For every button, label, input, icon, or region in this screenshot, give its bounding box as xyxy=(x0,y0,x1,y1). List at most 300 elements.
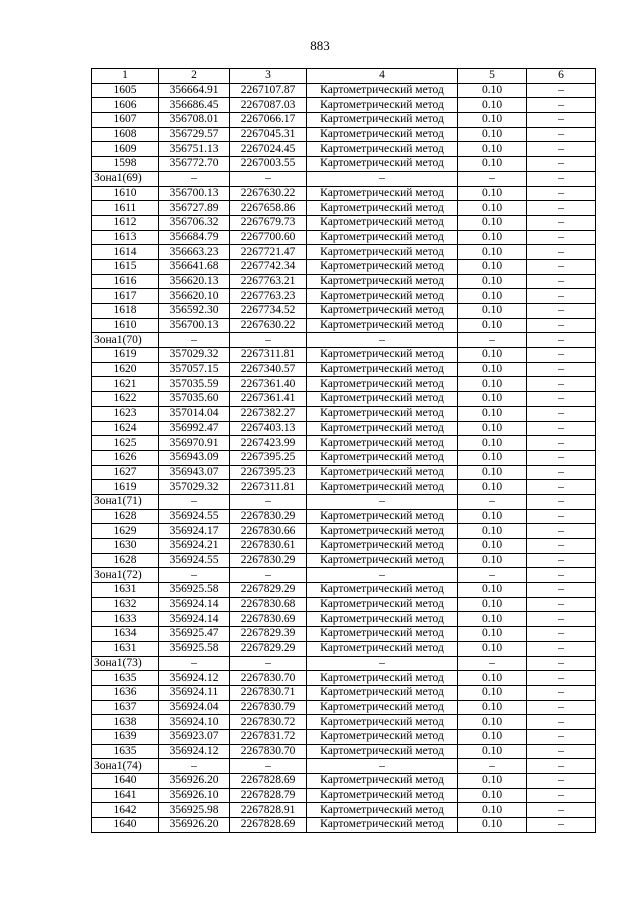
table-row xyxy=(92,509,596,524)
y-coordinate-cell: 2267630.22 xyxy=(230,318,307,333)
note-cell: – xyxy=(527,494,596,509)
x-coordinate-cell: 357057.15 xyxy=(159,362,230,377)
method-cell: Картометрический метод xyxy=(307,362,458,377)
zone-header-row xyxy=(92,656,596,671)
note-cell: – xyxy=(527,715,596,730)
point-number-cell: 1631 xyxy=(92,641,159,656)
y-coordinate-cell: 2267700.60 xyxy=(230,230,307,245)
accuracy-cell: 0.10 xyxy=(458,685,527,700)
point-number-cell: 1623 xyxy=(92,406,159,421)
table-row xyxy=(92,215,596,230)
note-cell: – xyxy=(527,539,596,554)
note-cell: – xyxy=(527,788,596,803)
method-cell: Картометрический метод xyxy=(307,671,458,686)
note-cell: – xyxy=(527,612,596,627)
x-coordinate-cell: 356592.30 xyxy=(159,304,230,319)
x-coordinate-cell: 356924.10 xyxy=(159,715,230,730)
y-coordinate-cell: 2267382.27 xyxy=(230,406,307,421)
x-coordinate-cell: 356943.09 xyxy=(159,450,230,465)
x-coordinate-cell: 357035.59 xyxy=(159,377,230,392)
header-cell: 2 xyxy=(159,69,230,84)
x-coordinate-cell: 356926.20 xyxy=(159,774,230,789)
y-coordinate-cell: 2267830.29 xyxy=(230,509,307,524)
table-row xyxy=(92,803,596,818)
note-cell: – xyxy=(527,83,596,98)
method-cell: Картометрический метод xyxy=(307,201,458,216)
method-cell: – xyxy=(307,656,458,671)
zone-header-row xyxy=(92,494,596,509)
x-coordinate-cell: 356620.13 xyxy=(159,274,230,289)
table-row xyxy=(92,715,596,730)
y-coordinate-cell: 2267003.55 xyxy=(230,157,307,172)
note-cell: – xyxy=(527,377,596,392)
x-coordinate-cell: 356664.91 xyxy=(159,83,230,98)
x-coordinate-cell: – xyxy=(159,568,230,583)
y-coordinate-cell: 2267828.69 xyxy=(230,818,307,833)
method-cell: Картометрический метод xyxy=(307,348,458,363)
point-number-cell: 1615 xyxy=(92,259,159,274)
y-coordinate-cell: 2267763.23 xyxy=(230,289,307,304)
accuracy-cell: 0.10 xyxy=(458,318,527,333)
note-cell: – xyxy=(527,333,596,348)
method-cell: Картометрический метод xyxy=(307,641,458,656)
table-row xyxy=(92,362,596,377)
table-row xyxy=(92,553,596,568)
point-number-cell: 1607 xyxy=(92,113,159,128)
point-number-cell: 1640 xyxy=(92,774,159,789)
note-cell: – xyxy=(527,568,596,583)
accuracy-cell: 0.10 xyxy=(458,480,527,495)
table-row xyxy=(92,406,596,421)
y-coordinate-cell: 2267423.99 xyxy=(230,436,307,451)
x-coordinate-cell: 356641.68 xyxy=(159,259,230,274)
point-number-cell: Зона1(70) xyxy=(92,333,159,348)
x-coordinate-cell: – xyxy=(159,656,230,671)
point-number-cell: 1611 xyxy=(92,201,159,216)
method-cell: Картометрический метод xyxy=(307,274,458,289)
point-number-cell: 1635 xyxy=(92,744,159,759)
point-number-cell: 1627 xyxy=(92,465,159,480)
x-coordinate-cell: 356772.70 xyxy=(159,157,230,172)
table-row xyxy=(92,818,596,833)
note-cell: – xyxy=(527,289,596,304)
table-row xyxy=(92,230,596,245)
method-cell: Картометрический метод xyxy=(307,98,458,113)
point-number-cell: 1620 xyxy=(92,362,159,377)
table-row xyxy=(92,259,596,274)
x-coordinate-cell: 356708.01 xyxy=(159,113,230,128)
method-cell: Картометрический метод xyxy=(307,818,458,833)
point-number-cell: 1609 xyxy=(92,142,159,157)
table-row xyxy=(92,627,596,642)
table-row xyxy=(92,245,596,260)
accuracy-cell: – xyxy=(458,171,527,186)
point-number-cell: 1635 xyxy=(92,671,159,686)
x-coordinate-cell: 357029.32 xyxy=(159,348,230,363)
x-coordinate-cell: 356924.21 xyxy=(159,539,230,554)
accuracy-cell: 0.10 xyxy=(458,612,527,627)
y-coordinate-cell: 2267403.13 xyxy=(230,421,307,436)
method-cell: Картометрический метод xyxy=(307,421,458,436)
note-cell: – xyxy=(527,685,596,700)
table-row xyxy=(92,83,596,98)
x-coordinate-cell: 356925.58 xyxy=(159,641,230,656)
table-row xyxy=(92,142,596,157)
table-row xyxy=(92,186,596,201)
accuracy-cell: 0.10 xyxy=(458,245,527,260)
accuracy-cell: 0.10 xyxy=(458,83,527,98)
table-row xyxy=(92,274,596,289)
y-coordinate-cell: – xyxy=(230,656,307,671)
y-coordinate-cell: 2267721.47 xyxy=(230,245,307,260)
accuracy-cell: 0.10 xyxy=(458,259,527,274)
point-number-cell: 1636 xyxy=(92,685,159,700)
point-number-cell: 1628 xyxy=(92,553,159,568)
y-coordinate-cell: 2267734.52 xyxy=(230,304,307,319)
accuracy-cell: 0.10 xyxy=(458,436,527,451)
table-row xyxy=(92,744,596,759)
accuracy-cell: 0.10 xyxy=(458,583,527,598)
note-cell: – xyxy=(527,803,596,818)
y-coordinate-cell: 2267066.17 xyxy=(230,113,307,128)
y-coordinate-cell: 2267658.86 xyxy=(230,201,307,216)
point-number-cell: Зона1(74) xyxy=(92,759,159,774)
method-cell: Картометрический метод xyxy=(307,230,458,245)
accuracy-cell: 0.10 xyxy=(458,774,527,789)
accuracy-cell: 0.10 xyxy=(458,729,527,744)
table-row xyxy=(92,392,596,407)
x-coordinate-cell: 356925.58 xyxy=(159,583,230,598)
accuracy-cell: 0.10 xyxy=(458,392,527,407)
accuracy-cell: – xyxy=(458,759,527,774)
method-cell: – xyxy=(307,171,458,186)
accuracy-cell: 0.10 xyxy=(458,362,527,377)
y-coordinate-cell: 2267311.81 xyxy=(230,348,307,363)
method-cell: – xyxy=(307,568,458,583)
point-number-cell: Зона1(72) xyxy=(92,568,159,583)
x-coordinate-cell: 357035.60 xyxy=(159,392,230,407)
note-cell: – xyxy=(527,671,596,686)
note-cell: – xyxy=(527,230,596,245)
y-coordinate-cell: – xyxy=(230,171,307,186)
y-coordinate-cell: 2267107.87 xyxy=(230,83,307,98)
x-coordinate-cell: 356970.91 xyxy=(159,436,230,451)
method-cell: Картометрический метод xyxy=(307,627,458,642)
x-coordinate-cell: 356686.45 xyxy=(159,98,230,113)
note-cell: – xyxy=(527,509,596,524)
point-number-cell: 1629 xyxy=(92,524,159,539)
method-cell: Картометрический метод xyxy=(307,524,458,539)
point-number-cell: 1598 xyxy=(92,157,159,172)
note-cell: – xyxy=(527,362,596,377)
method-cell: Картометрический метод xyxy=(307,392,458,407)
point-number-cell: 1606 xyxy=(92,98,159,113)
accuracy-cell: 0.10 xyxy=(458,406,527,421)
accuracy-cell: 0.10 xyxy=(458,539,527,554)
accuracy-cell: – xyxy=(458,656,527,671)
x-coordinate-cell: 356700.13 xyxy=(159,318,230,333)
x-coordinate-cell: 356924.17 xyxy=(159,524,230,539)
accuracy-cell: 0.10 xyxy=(458,509,527,524)
y-coordinate-cell: 2267828.79 xyxy=(230,788,307,803)
note-cell: – xyxy=(527,171,596,186)
y-coordinate-cell: 2267395.25 xyxy=(230,450,307,465)
y-coordinate-cell: 2267830.69 xyxy=(230,612,307,627)
accuracy-cell: 0.10 xyxy=(458,818,527,833)
method-cell: Картометрический метод xyxy=(307,304,458,319)
x-coordinate-cell: 356926.10 xyxy=(159,788,230,803)
table-row xyxy=(92,700,596,715)
x-coordinate-cell: 356924.14 xyxy=(159,612,230,627)
accuracy-cell: 0.10 xyxy=(458,627,527,642)
point-number-cell: 1622 xyxy=(92,392,159,407)
point-number-cell: 1610 xyxy=(92,186,159,201)
point-number-cell: 1639 xyxy=(92,729,159,744)
accuracy-cell: 0.10 xyxy=(458,377,527,392)
table-row xyxy=(92,201,596,216)
note-cell: – xyxy=(527,157,596,172)
table-row xyxy=(92,98,596,113)
accuracy-cell: 0.10 xyxy=(458,803,527,818)
y-coordinate-cell: – xyxy=(230,568,307,583)
method-cell: – xyxy=(307,494,458,509)
note-cell: – xyxy=(527,480,596,495)
note-cell: – xyxy=(527,583,596,598)
zone-header-row xyxy=(92,759,596,774)
note-cell: – xyxy=(527,215,596,230)
table-row xyxy=(92,436,596,451)
point-number-cell: 1637 xyxy=(92,700,159,715)
point-number-cell: 1631 xyxy=(92,583,159,598)
accuracy-cell: 0.10 xyxy=(458,113,527,128)
accuracy-cell: 0.10 xyxy=(458,157,527,172)
method-cell: Картометрический метод xyxy=(307,157,458,172)
x-coordinate-cell: 356924.04 xyxy=(159,700,230,715)
table-row xyxy=(92,421,596,436)
point-number-cell: 1614 xyxy=(92,245,159,260)
x-coordinate-cell: 356706.32 xyxy=(159,215,230,230)
accuracy-cell: – xyxy=(458,494,527,509)
note-cell: – xyxy=(527,259,596,274)
method-cell: Картометрический метод xyxy=(307,142,458,157)
x-coordinate-cell: 356926.20 xyxy=(159,818,230,833)
accuracy-cell: 0.10 xyxy=(458,348,527,363)
x-coordinate-cell: 357014.04 xyxy=(159,406,230,421)
method-cell: Картометрический метод xyxy=(307,377,458,392)
table-row xyxy=(92,774,596,789)
x-coordinate-cell: 357029.32 xyxy=(159,480,230,495)
header-cell: 1 xyxy=(92,69,159,84)
y-coordinate-cell: 2267679.73 xyxy=(230,215,307,230)
x-coordinate-cell: 356924.55 xyxy=(159,553,230,568)
point-number-cell: 1616 xyxy=(92,274,159,289)
point-number-cell: 1618 xyxy=(92,304,159,319)
y-coordinate-cell: 2267024.45 xyxy=(230,142,307,157)
y-coordinate-cell: 2267830.29 xyxy=(230,553,307,568)
method-cell: Картометрический метод xyxy=(307,245,458,260)
method-cell: Картометрический метод xyxy=(307,553,458,568)
y-coordinate-cell: 2267830.71 xyxy=(230,685,307,700)
table-row xyxy=(92,685,596,700)
coordinates-table xyxy=(91,68,596,833)
header-cell: 3 xyxy=(230,69,307,84)
note-cell: – xyxy=(527,113,596,128)
note-cell: – xyxy=(527,421,596,436)
x-coordinate-cell: 356729.57 xyxy=(159,127,230,142)
table-row xyxy=(92,788,596,803)
note-cell: – xyxy=(527,98,596,113)
method-cell: Картометрический метод xyxy=(307,215,458,230)
point-number-cell: 1624 xyxy=(92,421,159,436)
y-coordinate-cell: – xyxy=(230,333,307,348)
x-coordinate-cell: – xyxy=(159,494,230,509)
y-coordinate-cell: 2267361.40 xyxy=(230,377,307,392)
accuracy-cell: 0.10 xyxy=(458,465,527,480)
method-cell: Картометрический метод xyxy=(307,597,458,612)
table-row xyxy=(92,641,596,656)
accuracy-cell: 0.10 xyxy=(458,230,527,245)
point-number-cell: 1610 xyxy=(92,318,159,333)
table-row xyxy=(92,318,596,333)
accuracy-cell: 0.10 xyxy=(458,289,527,304)
x-coordinate-cell: 356924.12 xyxy=(159,744,230,759)
note-cell: – xyxy=(527,436,596,451)
x-coordinate-cell: 356924.14 xyxy=(159,597,230,612)
point-number-cell: 1612 xyxy=(92,215,159,230)
accuracy-cell: 0.10 xyxy=(458,186,527,201)
method-cell: Картометрический метод xyxy=(307,289,458,304)
x-coordinate-cell: 356751.13 xyxy=(159,142,230,157)
x-coordinate-cell: 356924.11 xyxy=(159,685,230,700)
accuracy-cell: 0.10 xyxy=(458,715,527,730)
x-coordinate-cell: 356727.89 xyxy=(159,201,230,216)
note-cell: – xyxy=(527,759,596,774)
note-cell: – xyxy=(527,641,596,656)
x-coordinate-cell: 356924.12 xyxy=(159,671,230,686)
y-coordinate-cell: 2267361.41 xyxy=(230,392,307,407)
method-cell: Картометрический метод xyxy=(307,744,458,759)
point-number-cell: 1617 xyxy=(92,289,159,304)
method-cell: Картометрический метод xyxy=(307,436,458,451)
y-coordinate-cell: 2267830.61 xyxy=(230,539,307,554)
accuracy-cell: 0.10 xyxy=(458,127,527,142)
method-cell: Картометрический метод xyxy=(307,788,458,803)
y-coordinate-cell: 2267830.66 xyxy=(230,524,307,539)
note-cell: – xyxy=(527,597,596,612)
x-coordinate-cell: 356684.79 xyxy=(159,230,230,245)
y-coordinate-cell: 2267340.57 xyxy=(230,362,307,377)
method-cell: Картометрический метод xyxy=(307,480,458,495)
table-row xyxy=(92,597,596,612)
zone-header-row xyxy=(92,333,596,348)
y-coordinate-cell: 2267830.70 xyxy=(230,671,307,686)
method-cell: Картометрический метод xyxy=(307,259,458,274)
method-cell: Картометрический метод xyxy=(307,465,458,480)
note-cell: – xyxy=(527,142,596,157)
point-number-cell: 1621 xyxy=(92,377,159,392)
accuracy-cell: 0.10 xyxy=(458,553,527,568)
note-cell: – xyxy=(527,627,596,642)
y-coordinate-cell: 2267830.70 xyxy=(230,744,307,759)
table-row xyxy=(92,671,596,686)
note-cell: – xyxy=(527,553,596,568)
note-cell: – xyxy=(527,274,596,289)
point-number-cell: 1632 xyxy=(92,597,159,612)
accuracy-cell: 0.10 xyxy=(458,98,527,113)
note-cell: – xyxy=(527,406,596,421)
method-cell: Картометрический метод xyxy=(307,700,458,715)
method-cell: Картометрический метод xyxy=(307,83,458,98)
table-row xyxy=(92,113,596,128)
note-cell: – xyxy=(527,127,596,142)
table-row xyxy=(92,465,596,480)
accuracy-cell: 0.10 xyxy=(458,215,527,230)
point-number-cell: 1640 xyxy=(92,818,159,833)
accuracy-cell: 0.10 xyxy=(458,744,527,759)
point-number-cell: 1642 xyxy=(92,803,159,818)
y-coordinate-cell: 2267087.03 xyxy=(230,98,307,113)
point-number-cell: 1633 xyxy=(92,612,159,627)
y-coordinate-cell: 2267395.23 xyxy=(230,465,307,480)
accuracy-cell: 0.10 xyxy=(458,700,527,715)
table-row xyxy=(92,583,596,598)
table-row xyxy=(92,157,596,172)
x-coordinate-cell: 356943.07 xyxy=(159,465,230,480)
note-cell: – xyxy=(527,729,596,744)
y-coordinate-cell: 2267311.81 xyxy=(230,480,307,495)
point-number-cell: 1619 xyxy=(92,480,159,495)
y-coordinate-cell: 2267830.72 xyxy=(230,715,307,730)
y-coordinate-cell: 2267829.39 xyxy=(230,627,307,642)
point-number-cell: 1634 xyxy=(92,627,159,642)
method-cell: Картометрический метод xyxy=(307,612,458,627)
point-number-cell: 1608 xyxy=(92,127,159,142)
point-number-cell: 1628 xyxy=(92,509,159,524)
table-row xyxy=(92,348,596,363)
method-cell: Картометрический метод xyxy=(307,685,458,700)
y-coordinate-cell: 2267742.34 xyxy=(230,259,307,274)
accuracy-cell: 0.10 xyxy=(458,421,527,436)
note-cell: – xyxy=(527,450,596,465)
method-cell: Картометрический метод xyxy=(307,127,458,142)
accuracy-cell: 0.10 xyxy=(458,524,527,539)
table-row xyxy=(92,304,596,319)
note-cell: – xyxy=(527,201,596,216)
x-coordinate-cell: 356992.47 xyxy=(159,421,230,436)
accuracy-cell: 0.10 xyxy=(458,304,527,319)
table-header-row xyxy=(92,69,596,84)
header-cell: 5 xyxy=(458,69,527,84)
table-row xyxy=(92,377,596,392)
accuracy-cell: 0.10 xyxy=(458,274,527,289)
method-cell: Картометрический метод xyxy=(307,774,458,789)
method-cell: Картометрический метод xyxy=(307,509,458,524)
note-cell: – xyxy=(527,186,596,201)
method-cell: Картометрический метод xyxy=(307,583,458,598)
note-cell: – xyxy=(527,656,596,671)
accuracy-cell: – xyxy=(458,568,527,583)
point-number-cell: 1630 xyxy=(92,539,159,554)
method-cell: – xyxy=(307,759,458,774)
note-cell: – xyxy=(527,700,596,715)
y-coordinate-cell: 2267630.22 xyxy=(230,186,307,201)
y-coordinate-cell: – xyxy=(230,759,307,774)
y-coordinate-cell: 2267045.31 xyxy=(230,127,307,142)
x-coordinate-cell: – xyxy=(159,333,230,348)
method-cell: Картометрический метод xyxy=(307,539,458,554)
accuracy-cell: 0.10 xyxy=(458,450,527,465)
x-coordinate-cell: 356924.55 xyxy=(159,509,230,524)
